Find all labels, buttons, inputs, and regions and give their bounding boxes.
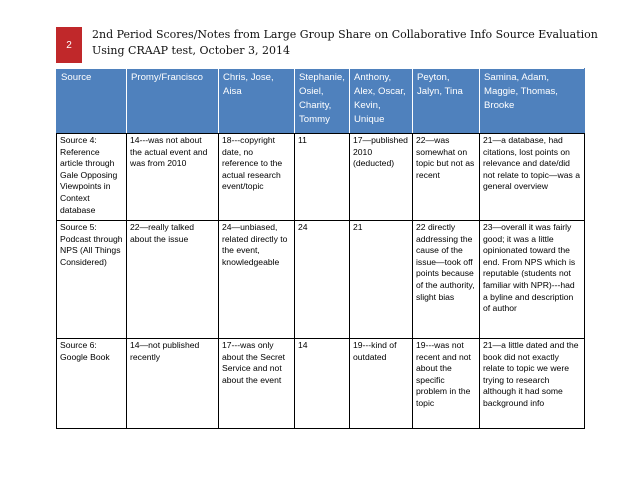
- table-cell: 14: [295, 339, 350, 429]
- column-header: Peyton, Jalyn, Tina: [413, 69, 480, 134]
- column-header: Stephanie, Osiel, Charity, Tommy: [295, 69, 350, 134]
- table-row: [57, 134, 585, 221]
- column-header: Anthony, Alex, Oscar, Kevin, Unique: [350, 69, 413, 134]
- table-cell: 14—not published recently: [127, 339, 219, 429]
- table-cell: Source 5: Podcast through NPS (All Things Considered): [57, 221, 127, 339]
- table-row: [57, 339, 585, 429]
- table-cell: 17—published 2010 (deducted): [350, 134, 413, 221]
- column-header: Samina, Adam, Maggie, Thomas, Brooke: [480, 69, 585, 134]
- table-cell: 22—was somewhat on topic but not as recent: [413, 134, 480, 221]
- table-cell: 11: [295, 134, 350, 221]
- table-cell: Source 6: Google Book: [57, 339, 127, 429]
- table-cell: 23—overall it was fairly good; it was a little opinionated toward the end. From NPS which is reputable (students not familiar with NPR)---had a byline and description of author: [480, 221, 585, 339]
- table-cell: 21—a little dated and the book did not exactly relate to topic we were trying to research although it had some background info: [480, 339, 585, 429]
- table-cell: 21—a database, had citations, lost points on relevance and date/did not relate to topic—was a general overview: [480, 134, 585, 221]
- table-cell: Source 4: Reference article through Gale Opposing Viewpoints in Context database: [57, 134, 127, 221]
- scores-table: [56, 68, 585, 429]
- column-header: Chris, Jose, Aisa: [219, 69, 295, 134]
- column-header: Source: [57, 69, 127, 134]
- table-cell: 19---kind of outdated: [350, 339, 413, 429]
- slide-title: 2nd Period Scores/Notes from Large Group Share on Collaborative Info Source Evaluation Using CRAAP test, October 3, 2014: [92, 28, 598, 57]
- slide-number-badge: 2: [56, 27, 82, 63]
- table-cell: 22 directly addressing the cause of the issue—took off points because of the authority, slight bias: [413, 221, 480, 339]
- table-cell: 14---was not about the actual event and was from 2010: [127, 134, 219, 221]
- table-row: [57, 221, 585, 339]
- table-cell: 19---was not recent and not about the specific problem in the topic: [413, 339, 480, 429]
- table-cell: 22—really talked about the issue: [127, 221, 219, 339]
- column-header: Promy/Francisco: [127, 69, 219, 134]
- table-cell: 17---was only about the Secret Service and not about the event: [219, 339, 295, 429]
- table-header-row: [57, 69, 585, 134]
- table-cell: 21: [350, 221, 413, 339]
- table-cell: 18---copyright date, no reference to the actual research event/topic: [219, 134, 295, 221]
- table-cell: 24—unbiased, related directly to the event, knowledgeable: [219, 221, 295, 339]
- table-cell: 24: [295, 221, 350, 339]
